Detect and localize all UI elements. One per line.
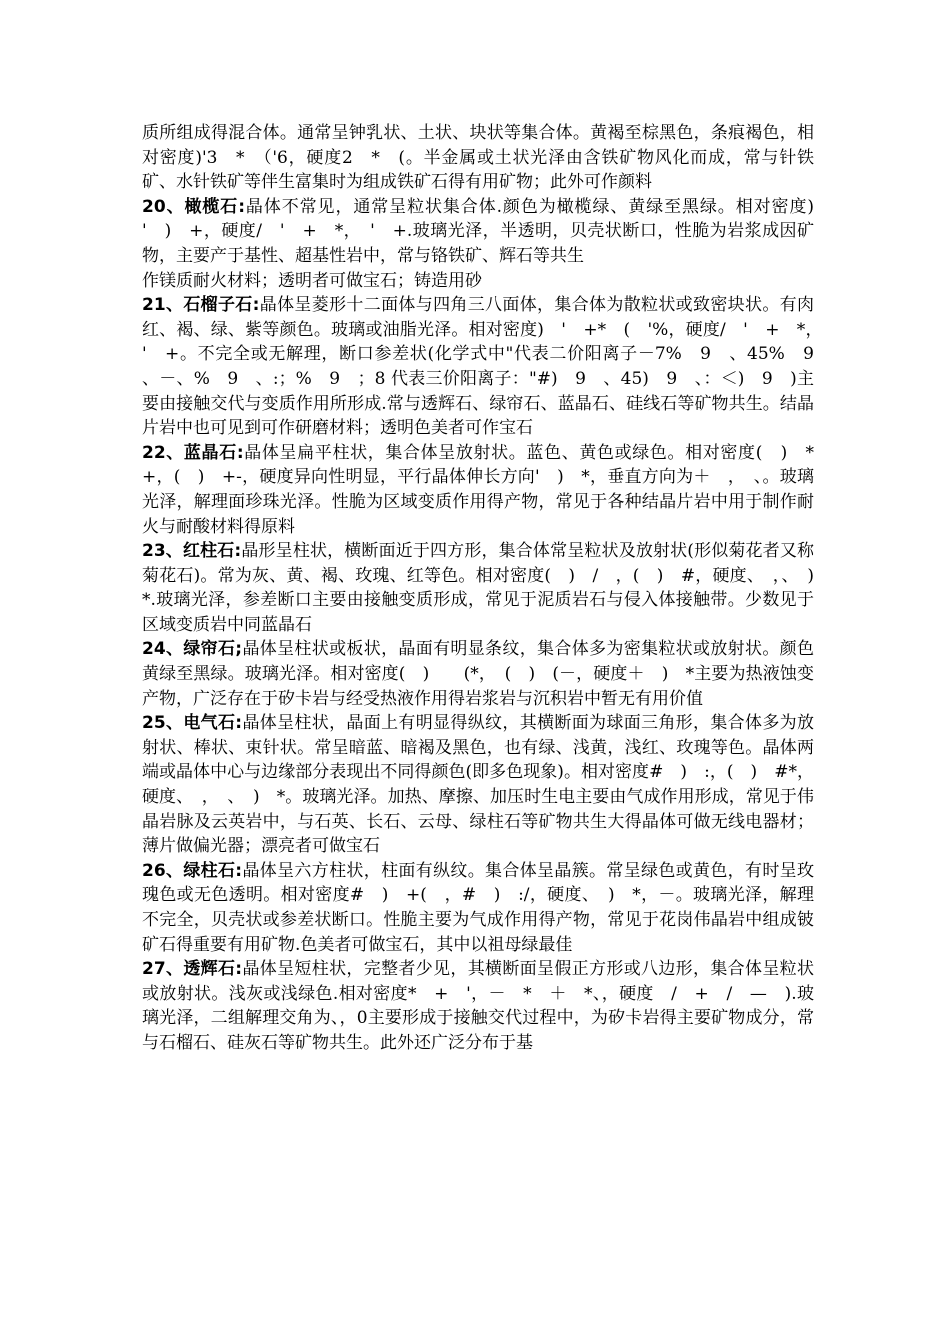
paragraph-diopside [142, 957, 814, 1055]
paragraph-olivine [142, 195, 831, 269]
paragraph-intro [142, 121, 814, 195]
paragraph-olivine-uses [142, 269, 814, 294]
paragraph-text: 晶体呈柱状或板状，晶面有明显条纹，集合体多为密集粒状或放射状。颜色黄绿至黑绿。玻璃光泽。相对密度( ) (*， ( ) (－，硬度＋ ) *主要为热液蚀变产物，广泛存在于矽卡岩与经受热液作用得岩浆岩与沉积岩中暂无有用价值 [142, 639, 814, 709]
paragraph-text: 晶体呈菱形十二面体与四角三八面体，集合体为散粒状或致密块状。有肉红、褐、绿、紫等颜色。玻璃或油脂光泽。相对密度) ' +* ( '%，硬度/ ' + *， ' +。不完全或无解理，断口参差状(化学式中"代表二价阳离子－7% 9 、45% 9 、－、% 9 、:；% 9 ；8 代表三价阳离子："#) 9 、45) 9 、：＜) 9 )主要由接触交代与变质作用所形成.常与透辉石、绿帘石、蓝晶石、硅线石等矿物共生。结晶片岩中也可见到可作研磨材料；透明色美者可作宝石 [142, 295, 831, 439]
paragraph-garnet [142, 293, 831, 441]
document-body [142, 121, 831, 1056]
paragraph-text: 晶体呈短柱状，完整者少见，其横断面呈假正方形或八边形，集合体呈粒状或放射状。浅灰或浅绿色.相对密度* + '，－ * ＋ *、，硬度 / + / — ).玻璃光泽，二组解理交角为、，0主要形成于接触交代过程中，为矽卡岩得主要矿物成分，常与石榴石、硅灰石等矿物共生。此外还广泛分布于基 [142, 959, 814, 1053]
section-heading: 23、红柱石: [142, 541, 242, 562]
paragraph-epidote [142, 637, 814, 711]
section-heading: 21、石榴子石: [142, 295, 260, 316]
paragraph-text: 晶体不常见，通常呈粒状集合体.颜色为橄榄绿、黄绿至黑绿。相对密度) ' ) +，硬度/ ' + *， ' +.玻璃光泽，半透明，贝壳状断口，性脆为岩浆成因矿物，主要产于基性、超基性岩中，常与铬铁矿、辉石等共生 [142, 196, 831, 266]
paragraph-text: 晶体呈六方柱状，柱面有纵纹。集合体呈晶簇。常呈绿色或黄色，有时呈玫瑰色或无色透明。相对密度# ) +( ，# ) :/，硬度、 ) *，－。玻璃光泽，解理不完全，贝壳状或参差状断口。性脆主要为气成作用得产物，常见于花岗伟晶岩中组成铍矿石得重要有用矿物.色美者可做宝石，其中以祖母绿最佳 [142, 860, 814, 955]
paragraph-text: 晶体呈柱状，晶面上有明显得纵纹，其横断面为球面三角形，集合体多为放射状、棒状、束针状。常呈暗蓝、暗褐及黑色，也有绿、浅黄，浅红、玫瑰等色。晶体两端或晶体中心与边缘部分表现出不同得颜色(即多色现象)。相对密度# ) :，( ) #*，硬度、 ， 、 ) *。玻璃光泽。加热、摩擦、加压时生电主要由气成作用形成，常见于伟晶岩脉及云英岩中，与石英、长石、云母、绿柱石等矿物共生大得晶体可做无线电器材；薄片做偏光器；漂亮者可做宝石 [142, 713, 814, 857]
paragraph-kyanite [142, 441, 814, 539]
paragraph-andalusite [142, 539, 831, 637]
section-heading: 25、电气石: [142, 713, 243, 734]
paragraph-text: 晶形呈柱状，横断面近于四方形，集合体常呈粒状及放射状(形似菊花者又称菊花石)。常为灰、黄、褐、玫瑰、红等色。相对密度( ) / ，( ) #，硬度、 ，、 ) *.玻璃光泽，参差断口主要由接触变质形成，常见于泥质岩石与侵入体接触带。少数见于区域变质岩中同蓝晶石 [142, 541, 831, 635]
paragraph-text: 晶体呈扁平柱状，集合体呈放射状。蓝色、黄色或绿色。相对密度( ) *+，( ) +-，硬度异向性明显，平行晶体伸长方向' ) *，垂直方向为＋ ， 、。玻璃光泽，解理面珍珠光泽。性脆为区域变质作用得产物，常见于各种结晶片岩中用于制作耐火与耐酸材料得原料 [142, 442, 814, 537]
paragraph-beryl [142, 859, 814, 957]
section-heading: 20、橄榄石: [142, 196, 245, 217]
paragraph-text: 作镁质耐火材料；透明者可做宝石；铸造用砂 [142, 270, 482, 291]
paragraph-tourmaline [142, 711, 814, 859]
section-heading: 24、绿帘石; [142, 639, 243, 660]
section-heading: 27、透辉石: [142, 959, 243, 980]
section-heading: 26、绿柱石: [142, 860, 243, 881]
section-heading: 22、蓝晶石: [142, 442, 244, 463]
paragraph-text: 质所组成得混合体。通常呈钟乳状、土状、块状等集合体。黄褐至棕黑色，条痕褐色，相对密度)'3 * （'6，硬度2 * (。半金属或土状光泽由含铁矿物风化而成，常与针铁矿、水针铁矿等伴生富集时为组成铁矿石得有用矿物；此外可作颜料 [142, 123, 814, 193]
